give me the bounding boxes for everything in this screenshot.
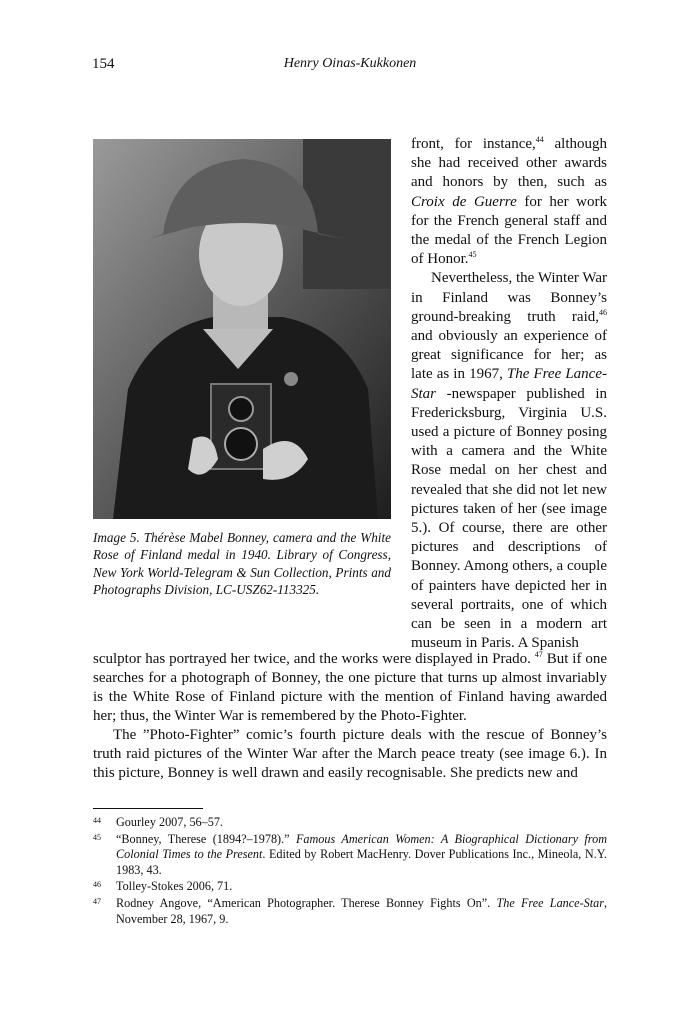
text-run: although she had received other awards and honors by then, such as	[411, 136, 607, 191]
text-run: sculptor has portrayed her twice, and the works were displayed in Prado.	[93, 651, 535, 667]
right-text-column	[411, 135, 607, 653]
footnotes	[93, 815, 607, 928]
paragraph	[411, 135, 607, 269]
italic-title: Croix de Guerre	[411, 193, 517, 210]
footnote-divider	[93, 808, 203, 809]
page-number: 154	[92, 56, 115, 72]
footnote-text	[116, 832, 607, 879]
text-run: “Bonney, Therese (1894?–1978).”	[116, 831, 296, 846]
text-run: Tolley-Stokes 2006, 71.	[116, 879, 233, 894]
footnote-ref[interactable]: 44	[535, 135, 544, 144]
footnote-text	[116, 896, 607, 927]
bonney-photograph	[93, 139, 391, 519]
footnote	[93, 896, 607, 927]
footnote-ref[interactable]: 46	[599, 307, 607, 317]
text-run: Gourley 2007, 56–57.	[116, 815, 223, 829]
footnote	[93, 815, 607, 831]
footnote-number: 47	[93, 896, 101, 906]
text-run: , November 28, 1967, 9.	[116, 895, 607, 926]
footnote-number: 44	[93, 816, 101, 825]
footnote-text	[116, 879, 607, 895]
text-run: But if one searches for a photograph of Bonney, the one picture that turns up almost invariably is the White Rose of Finland picture with the mention of Finland having awarded her; thus, the Winter War is remembered by the Photo-Fighter.	[93, 651, 607, 724]
paragraph: The ”Photo-Fighter” comic’s fourth picture deals with the rescue of Bonney’s truth raid pictures of the Winter War after the March peace treaty (see image 6.). In this picture, Bonney is well drawn and easily recognisable. She predicts new and	[93, 727, 607, 781]
italic-title: The Free Lance-Star	[496, 895, 604, 910]
paragraph	[411, 269, 607, 653]
text-run: Nevertheless, the Winter War in Finland was Bonney’s ground-breaking truth raid,	[411, 270, 607, 325]
text-run: -newspaper published in Fredericksburg, Virginia U.S. used a picture of Bonney posing with a camera and the White Rose medal on her chest and revealed that she did not let new pictures taken of her (see image 5.). Of course, there are other pictures and descriptions of Bonney. Among others, a couple of painters have depicted her in several portraits, one of which can be seen in a modern art museum in Paris. A Spanish	[411, 385, 607, 652]
running-head: Henry Oinas-Kukkonen	[283, 56, 417, 71]
paragraph	[93, 650, 607, 726]
footnote-ref[interactable]: 45	[468, 250, 477, 260]
footnote-number: 45	[93, 832, 101, 842]
footnote	[93, 879, 607, 895]
text-run: front, for instance,	[411, 136, 536, 152]
italic-title: The Free Lance-Star	[411, 366, 607, 402]
full-width-text	[93, 650, 607, 783]
italic-title: Famous American Women: A Biographical Dictionary from Colonial Times to the Present	[116, 831, 607, 862]
text-run: and obviously an experience of great significance for her; as late as in 1967,	[411, 328, 607, 383]
text-run: for her work for the French general staff and the medal of the French Legion of Honor.	[411, 193, 607, 268]
footnote	[93, 832, 607, 879]
footnote-text	[116, 815, 607, 831]
text-run: . Edited by Robert MacHenry. Dover Publications Inc., Mineola, N.Y. 1983, 43.	[116, 847, 607, 877]
footnote-number: 46	[93, 880, 101, 890]
figure-caption: Image 5. Thérèse Mabel Bonney, camera and the White Rose of Finland medal in 1940. Library of Congress, New York World-Telegram & Sun Collection, Prints and Photographs Division, LC-USZ62-113325.	[93, 530, 391, 598]
footnote-ref[interactable]: 47	[534, 650, 543, 659]
text-run: Rodney Angove, “American Photographer. Therese Bonney Fights On”.	[116, 895, 497, 910]
